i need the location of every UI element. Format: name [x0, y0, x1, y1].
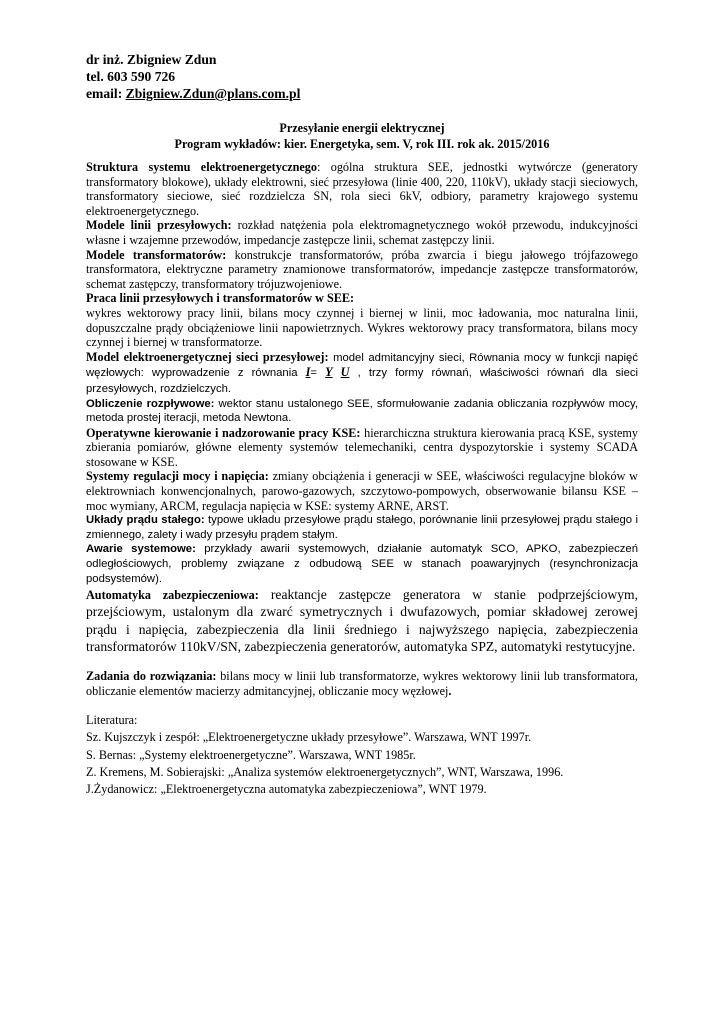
section-heading: Awarie systemowe: [86, 543, 196, 556]
section-text: typowe układu przesyłowe prądu stałego, porównanie linii przesyłowej prądu stałego i zmiennego, zalety i wady przesyłu prądem stałym. [86, 514, 638, 541]
section-failures [86, 542, 638, 586]
section-text: wykres wektorowy pracy linii, bilans mocy czynnej i biernej w linii, moc ładowania, moc naturalna linii, dopuszczalne prądy obciążeniowe linii napowietrznych. Wykres wektorowy pracy transformatora, bilans mocy czynnej i biernej w transformatorze. [86, 305, 638, 350]
section-structure [86, 160, 638, 218]
section-heading: Modele linii przesyłowych: [86, 218, 232, 233]
section-heading: Automatyka zabezpieczeniowa: [86, 588, 259, 603]
section-protection [86, 586, 638, 655]
tasks-end: . [448, 683, 452, 698]
literature-item: S. Bernas: „Systemy elektroenergetyczne”. Warszawa, WNT 1985r. [86, 747, 416, 762]
spacer [86, 698, 638, 712]
tasks-heading: Zadania do rozwiązania: [86, 669, 217, 684]
literature-label: Literatura: [86, 713, 138, 728]
section-text: wektor stanu ustalonego SEE, sformułowanie zadania obliczania rozpływów mocy, metoda prostej iteracji, metoda Newtona. [86, 397, 638, 425]
section-text: : ogólna struktura SEE, jednostki wytwórcze (generatory transformatory blokowe), układy elektrowni, sieć przesyłowa (linie 400, 220, 110kV), układy stacji sieciowych, transformatory sieciowe, sieć rozdzielcza SN, rola sieci 6kV, odbiory, parametry krajowego systemu elektroenergetycznego. [86, 160, 638, 218]
section-heading: Operatywne kierowanie i nadzorowanie pracy KSE: [86, 425, 361, 440]
section-regulation [86, 469, 638, 513]
section-kse-control [86, 426, 638, 470]
author-header [86, 51, 300, 102]
tasks-paragraph [86, 669, 638, 698]
section-heading: Modele transformatorów: [86, 247, 227, 262]
section-heading: Model elektroenergetycznej sieci przesyłowej: [86, 349, 329, 364]
section-heading: Praca linii przesyłowych i transformatorów w SEE: [86, 291, 355, 306]
spacer [86, 655, 638, 669]
section-text: model admitancyjny sieci, Równania mocy w funkcji napięć węzłowych: wyprowadzenie z równania [86, 351, 638, 380]
section-line-models [86, 218, 638, 247]
tasks-text: bilans mocy w linii lub transformatorze, wykres wektorowy linii lub transformatora, obliczanie elementów macierzy admitancyjnej, obliczanie mocy węzłowej [86, 669, 638, 698]
literature-item: Sz. Kujszczyk i zespół: „Elektroenergetyczne układy przesyłowe”. Warszawa, WNT 1997r. [86, 730, 532, 745]
document-title: Przesyłanie energii elektrycznej [279, 121, 445, 135]
section-text: , trzy formy równań, właściwości równań dla sieci przesyłowych, rozdzielczych. [86, 367, 639, 395]
section-text: przykłady awarii systemowych, działanie automatyk SCO, APKO, zabezpieczeń odległościowych, problemy związane z odbudową SEE w stanach poawaryjnych (resynchronizacja podsystemów). [86, 543, 638, 585]
symbol-i: I [305, 365, 311, 380]
document-subtitle: Program wykładów: kier. Energetyka, sem. V, rok III. rok ak. 2015/2016 [174, 136, 550, 151]
section-text: rozkład natężenia pola elektromagnetycznego wokół przewodu, indukcyjności własne i wzajemne przewodów, impedancje zastępcze linii, schemat zastępczy linii. [86, 218, 638, 247]
section-text: konstrukcje transformatorów, próba zwarcia i biegu jałowego trójfazowego transformatora, elektryczne parametry znamionowe transformatorów, impedancje zastępcze transformatorów, schemat zastępczy, transformatory trójuzwojeniowe. [86, 247, 638, 291]
section-heading: Struktura systemu elektroenergetycznego [86, 160, 317, 174]
symbol-y: Y [325, 365, 333, 380]
section-text: zmiany obciążenia i generacji w SEE, właściwości regulacyjne bloków w elektrowniach konwencjonalnych, parowo-gazowych, szczytowo-pompowych, obserwowanie bilansu KSE – moc wymiany, ARCM, regulacja napięcia w KSE: systemy ARNE, ARST. [86, 469, 638, 513]
email-label: email: [86, 86, 126, 101]
literature-item: J.Żydanowicz: „Elektroenergetyczna automatyka zabezpieczeniowa”, WNT 1979. [86, 782, 487, 797]
section-heading: Układy prądu stałego: [86, 514, 205, 527]
literature-item: Z. Kremens, M. Sobierajski: „Analiza systemów elektroenergetycznych”, WNT, Warszawa, 1996. [86, 764, 564, 779]
author-email-line [86, 85, 300, 102]
section-text: reaktancje zastępcze generatora w stanie podprzejściowym, przejściowym, ustalonym dla zwarć symetrycznych i dwufazowych, pomiar składowej zerowej prądu i napięcia, zabezpieczenia dla linii średniego i najwyższego napięcia, zabezpieczenia transformatorów 110kV/SN, zabezpieczenia generatorów, automatyka SPZ, automatyki restytucyjne. [86, 587, 638, 654]
equation-sign: = [310, 367, 326, 380]
email-link[interactable]: Zbigniew.Zdun@plans.com.pl [125, 86, 301, 101]
section-network-model [86, 350, 638, 397]
section-heading: Systemy regulacji mocy i napięcia: [86, 469, 269, 484]
section-transformer-models [86, 248, 638, 292]
section-heading: Obliczenie rozpływowe: [86, 397, 215, 410]
section-power-flow [86, 397, 638, 426]
symbol-u: U [340, 365, 350, 380]
section-dc [86, 513, 638, 542]
section-text: hierarchiczna struktura kierowania pracą KSE, systemy zbierania pomiarów, główne elementy systemów telemechaniki, centra dyspozytorskie i systemy SCADA stosowane w KSE. [86, 425, 638, 469]
syllabus-body [86, 160, 638, 798]
title-block [86, 121, 638, 152]
section-line-operation [86, 291, 638, 349]
author-name: dr inż. Zbigniew Zdun [86, 52, 217, 67]
author-phone: tel. 603 590 726 [86, 69, 176, 84]
